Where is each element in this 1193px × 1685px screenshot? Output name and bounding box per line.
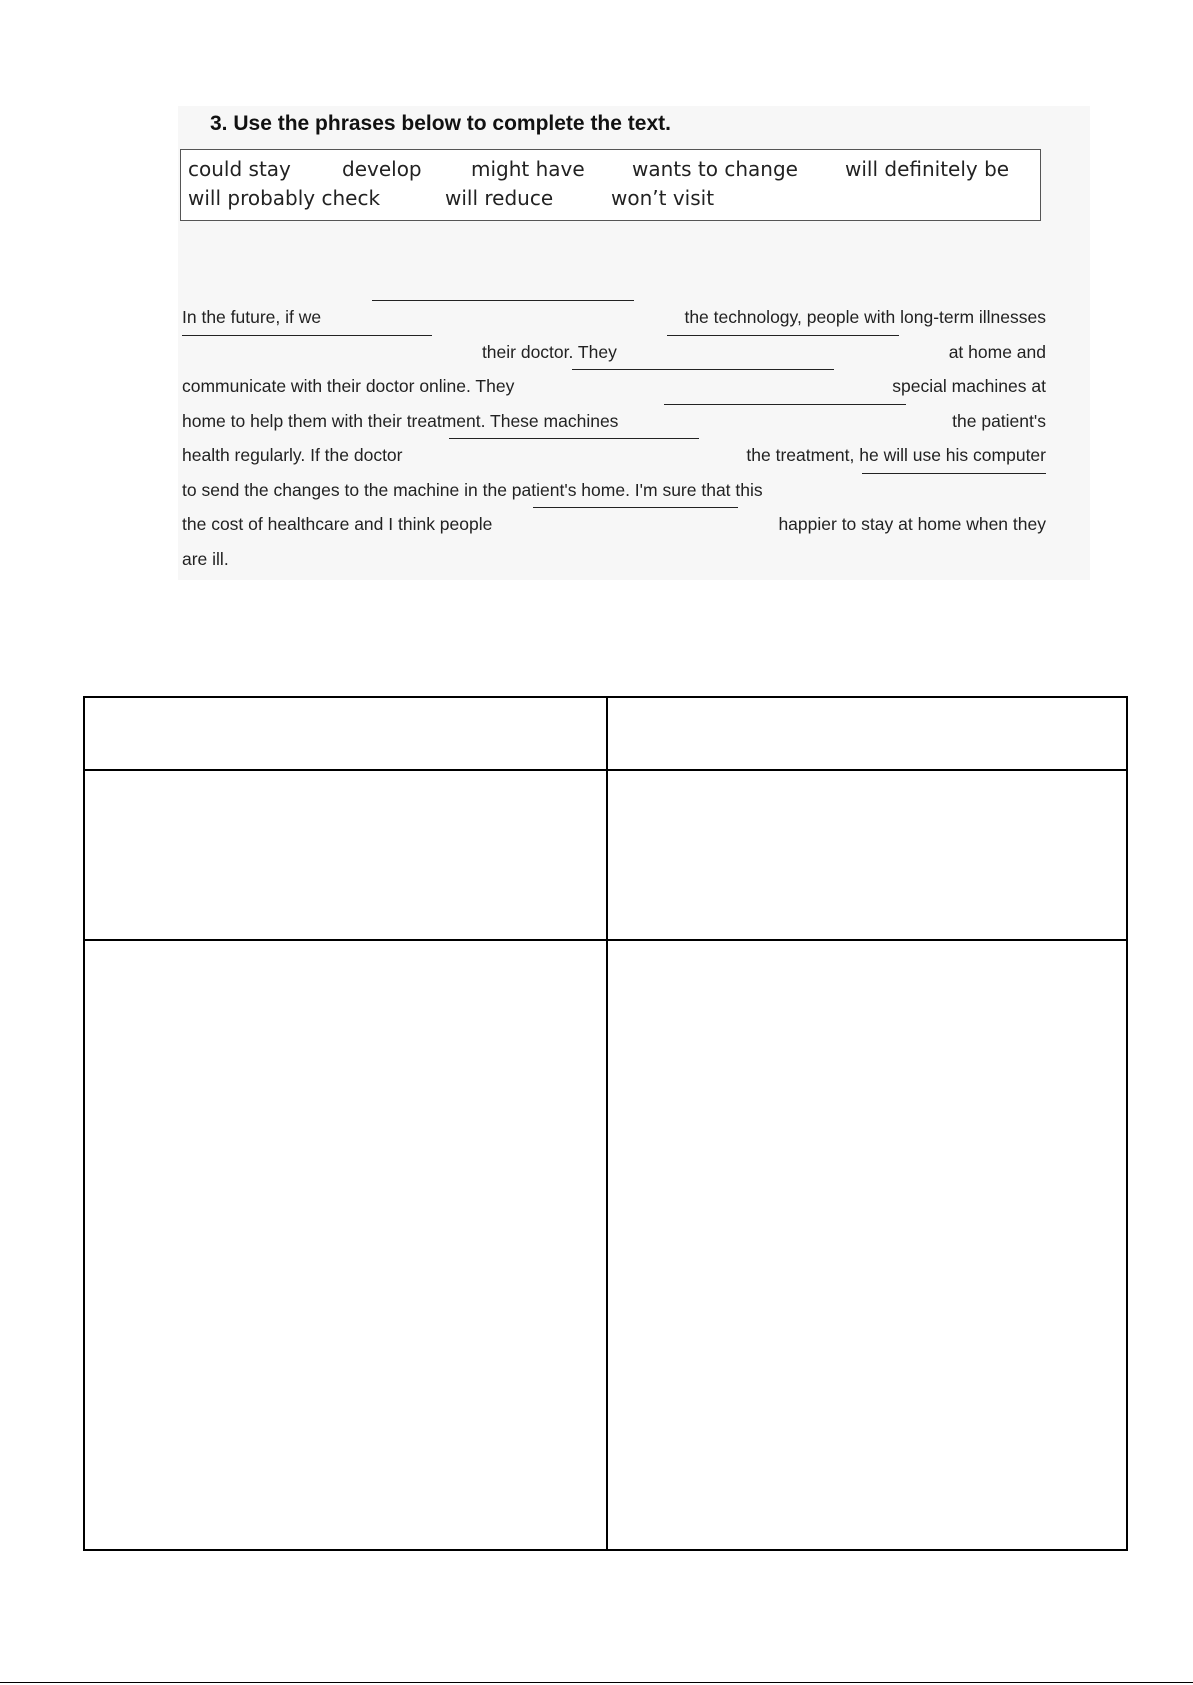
table-row-divider bbox=[85, 939, 1126, 941]
text-line bbox=[182, 507, 1046, 542]
text-fragment: health regularly. If the doctor bbox=[182, 445, 403, 465]
text-line bbox=[182, 438, 1046, 473]
phrase-will-definitely-be: will definitely be bbox=[845, 157, 1010, 181]
text-fragment: communicate with their doctor online. They bbox=[182, 376, 515, 396]
text-line bbox=[182, 300, 1046, 335]
text-line bbox=[182, 404, 1046, 439]
exercise-title: 3. Use the phrases below to complete the text. bbox=[210, 112, 671, 135]
text-fragment: happier to stay at home when they bbox=[778, 514, 1046, 534]
text-fragment: In the future, if we bbox=[182, 307, 322, 327]
phrase-will-reduce: will reduce bbox=[445, 186, 554, 210]
text-line bbox=[182, 335, 1046, 370]
text-fragment: special machines at bbox=[892, 376, 1046, 396]
answer-blank-5[interactable] bbox=[664, 404, 906, 405]
text-fragment: are ill. bbox=[182, 548, 229, 569]
table-row-divider bbox=[85, 769, 1126, 771]
text-line bbox=[182, 542, 1046, 577]
phrase-wants-to-change: wants to change bbox=[632, 157, 798, 181]
text-fragment: at home and bbox=[948, 341, 1046, 362]
gap-fill-text bbox=[182, 300, 1046, 576]
text-fragment: home to help them with their treatment. These machines bbox=[182, 410, 619, 431]
text-fragment: to send the changes to the machine in the patient's home. I'm sure that this bbox=[182, 479, 763, 500]
answer-blank-3[interactable] bbox=[667, 335, 899, 336]
answer-blank-6[interactable] bbox=[449, 438, 699, 439]
text-fragment: their doctor. They bbox=[481, 341, 617, 362]
text-fragment: the technology, people with long-term illnesses bbox=[684, 307, 1046, 327]
phrase-box bbox=[180, 149, 1041, 221]
answer-blank-1[interactable] bbox=[372, 300, 634, 301]
answer-blank-8[interactable] bbox=[533, 507, 738, 508]
answer-blank-4[interactable] bbox=[572, 369, 834, 370]
page-bottom-rule bbox=[0, 1682, 1193, 1683]
text-line bbox=[182, 369, 1046, 404]
text-fragment: the treatment, he will use his computer bbox=[746, 445, 1046, 465]
phrase-wont-visit: won’t visit bbox=[611, 186, 715, 210]
phrase-might-have: might have bbox=[471, 157, 585, 181]
text-fragment: the patient's bbox=[952, 410, 1046, 431]
answer-blank-7[interactable] bbox=[862, 473, 1046, 474]
answer-table bbox=[83, 696, 1128, 1551]
text-line bbox=[182, 473, 1046, 508]
phrase-develop: develop bbox=[342, 157, 422, 181]
phrase-will-probably-check: will probably check bbox=[188, 186, 381, 210]
text-fragment: the cost of healthcare and I think people bbox=[182, 514, 493, 534]
answer-blank-2[interactable] bbox=[182, 335, 432, 336]
phrase-could-stay: could stay bbox=[188, 157, 291, 181]
table-column-divider bbox=[606, 698, 608, 1549]
